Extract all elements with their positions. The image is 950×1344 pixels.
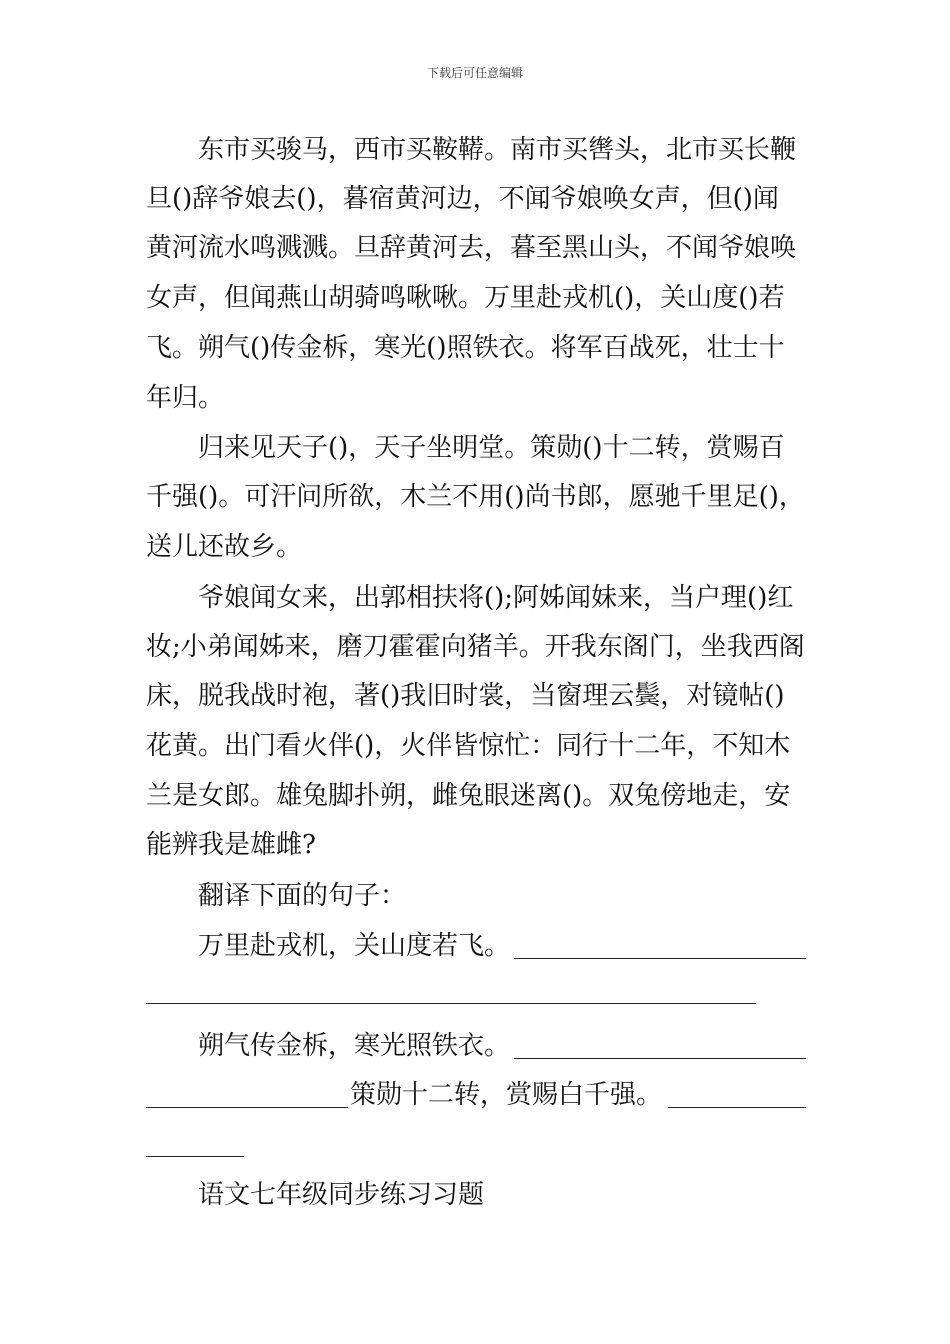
- poem-line-14: 兰是女郎。雄兔脚扑朔，雌兔眼迷离()。双兔傍地走，安: [146, 781, 791, 811]
- poem-line-2: 旦()辞爷娘去()，暮宿黄河边，不闻爷娘唤女声，但()闻: [146, 184, 779, 214]
- page-header: 下载后可任意编辑: [426, 66, 523, 80]
- poem-line-4: 女声，但闻燕山胡骑鸣啾啾。万里赴戎机()，关山度()若: [146, 283, 785, 313]
- translate-sentence-1: 万里赴戎机，关山度若飞。: [198, 931, 511, 961]
- answer-line-1b[interactable]: [146, 1003, 756, 1004]
- poem-line-9: 送儿还故乡。: [146, 532, 303, 562]
- translate-heading: 翻译下面的句子：: [198, 881, 407, 911]
- poem-line-15: 能辨我是雄雌?: [146, 830, 316, 860]
- poem-line-3: 黄河流水鸣溅溅。旦辞黄河去，暮至黑山头，不闻爷娘唤: [146, 233, 797, 263]
- poem-line-13: 花黄。出门看火伴()，火伴皆惊忙：同行十二年，不知木: [146, 731, 791, 761]
- poem-line-1: 东市买骏马，西市买鞍鞯。南市买辔头，北市买长鞭: [198, 135, 797, 165]
- answer-line-1a[interactable]: [514, 958, 806, 959]
- translate-sentence-2: 朔气传金柝，寒光照铁衣。: [198, 1031, 511, 1061]
- poem-line-5: 飞。朔气()传金柝，寒光()照铁衣。将军百战死，壮士十: [146, 333, 785, 363]
- poem-line-6: 年归。: [146, 383, 225, 413]
- poem-line-8: 千强()。可汗问所欲，木兰不用()尚书郎，愿驰千里足()，: [146, 482, 805, 512]
- answer-line-3a[interactable]: [668, 1107, 806, 1108]
- poem-line-10: 爷娘闻女来，出郭相扶将();阿姊闻妹来，当户理()红: [198, 583, 794, 613]
- poem-line-11: 妆;小弟闻姊来，磨刀霍霍向猪羊。开我东阁门，坐我西阁: [146, 632, 805, 662]
- answer-line-3b[interactable]: [146, 1156, 244, 1157]
- poem-line-12: 床，脱我战时袍，著()我旧时裳，当窗理云鬓，对镜帖(): [146, 681, 785, 711]
- poem-line-7: 归来见天子()，天子坐明堂。策勋()十二转，赏赐百: [198, 433, 785, 463]
- answer-line-2b[interactable]: [146, 1107, 348, 1108]
- translate-sentence-3: 策勋十二转，赏赐白千强。: [350, 1080, 663, 1110]
- footer-title: 语文七年级同步练习习题: [198, 1180, 485, 1210]
- answer-line-2a[interactable]: [514, 1058, 806, 1059]
